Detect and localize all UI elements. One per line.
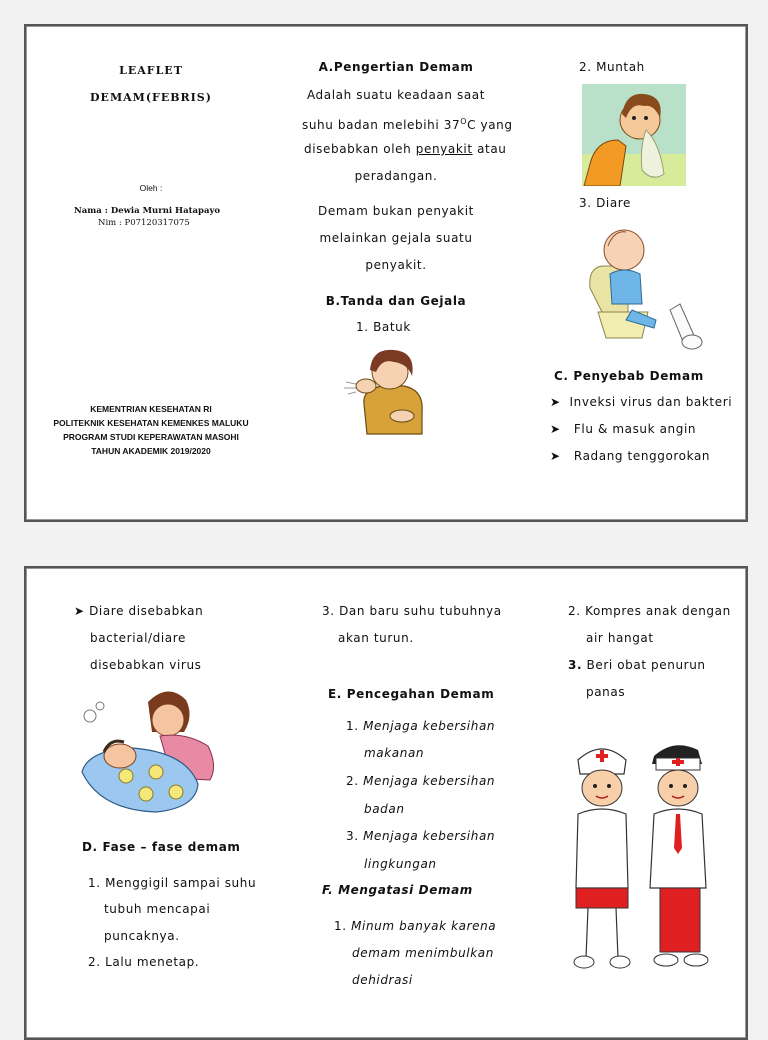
prevention-1-line-1: 1. Menjaga kebersihan <box>346 719 496 733</box>
leaflet-subtitle: DEMAM(FEBRIS) <box>90 91 212 104</box>
leaflet-page-1 <box>24 24 748 522</box>
cause-item-2: ➤ Flu & masuk angin <box>550 422 697 436</box>
institution-line-4: TAHUN AKADEMIK 2019/2020 <box>91 446 211 456</box>
phase-1-line-2: tubuh mencapai <box>104 902 211 916</box>
vomiting-child-illustration <box>582 84 686 186</box>
section-a-line-2: suhu badan melebihi $37^OC$ yang <box>302 117 513 132</box>
section-a-para2-line-2: melainkan gejala suatu <box>319 231 473 245</box>
cause-item-3: ➤ Radang tenggorokan <box>550 449 711 463</box>
treatment-3-line-2: panas <box>586 685 626 699</box>
section-c-heading: C. Penyebab Demam <box>554 369 704 383</box>
treatment-1-line-3: dehidrasi <box>352 973 413 987</box>
section-a-line-1: Adalah suatu keadaan saat <box>306 88 486 102</box>
section-f-heading: F. Mengatasi Demam <box>322 883 473 897</box>
cause-item-1: ➤ Inveksi virus dan bakteri <box>550 395 733 409</box>
section-d-heading: D. Fase – fase demam <box>82 840 241 854</box>
prevention-3-line-1: 3. Menjaga kebersihan <box>346 829 496 843</box>
phase-1-line-1: 1. Menggigil sampai suhu <box>88 876 257 890</box>
treatment-2-line-2: air hangat <box>586 631 654 645</box>
diare-cause-line-2: bacterial/diare <box>90 631 187 645</box>
arrow-bullet-icon: ➤ <box>74 604 85 618</box>
toilet-child-illustration <box>584 220 708 350</box>
arrow-bullet-icon: ➤ <box>550 422 561 436</box>
treatment-2-line-1: 2. Kompres anak dengan <box>568 604 731 618</box>
section-e-heading: E. Pencegahan Demam <box>328 687 495 701</box>
institution-line-2: POLITEKNIK KESEHATAN KEMENKES MALUKU <box>53 418 249 428</box>
degree-superscript: O <box>460 117 468 126</box>
symptom-diare: 3. Diare <box>579 196 632 210</box>
nurse-doctor-children-illustration <box>562 738 732 974</box>
prevention-2-line-1: 2. Menjaga kebersihan <box>346 774 496 788</box>
prevention-3-line-2: lingkungan <box>364 857 437 871</box>
prevention-2-line-2: badan <box>364 802 405 816</box>
leaflet-title: LEAFLET <box>119 64 183 77</box>
section-b-heading: B.Tanda dan Gejala <box>325 294 467 308</box>
section-a-line-3: disebabkan oleh penyakit atau <box>304 142 507 156</box>
leaflet-page-2 <box>24 566 748 1040</box>
phase-2-line-1: 2. Lalu menetap. <box>88 955 200 969</box>
treatment-1-line-1: 1. Minum banyak karena <box>334 919 497 933</box>
diare-cause-line-1: ➤ Diare disebabkan <box>74 604 204 618</box>
author-name: Nama : Dewia Murni Hatapayo <box>74 206 221 216</box>
arrow-bullet-icon: ➤ <box>550 395 561 409</box>
mother-sick-child-illustration <box>76 676 226 826</box>
section-a-line-4: peradangan. <box>354 169 438 183</box>
phase-3-line-1: 3. Dan baru suhu tubuhnya <box>322 604 502 618</box>
penyakit-link[interactable]: penyakit <box>415 142 473 156</box>
arrow-bullet-icon: ➤ <box>550 449 561 463</box>
oleh-label: Oleh : <box>139 183 163 193</box>
section-a-para2-line-3: penyakit. <box>365 258 427 272</box>
symptom-muntah: 2. Muntah <box>579 60 645 74</box>
institution-line-3: PROGRAM STUDI KEPERAWATAN MASOHI <box>63 432 239 442</box>
section-a-para2-line-1: Demam bukan penyakit <box>318 204 474 218</box>
diare-cause-line-3: disebabkan virus <box>90 658 202 672</box>
phase-3-line-2: akan turun. <box>338 631 414 645</box>
symptom-batuk: 1. Batuk <box>356 320 411 334</box>
treatment-1-line-2: demam menimbulkan <box>352 946 494 960</box>
prevention-1-line-2: makanan <box>364 746 425 760</box>
treatment-3-line-1: 3. Beri obat penurun <box>568 658 706 672</box>
phase-1-line-3: puncaknya. <box>104 929 180 943</box>
section-a-heading: A.Pengertian Demam <box>318 60 474 74</box>
institution-line-1: KEMENTRIAN KESEHATAN RI <box>90 404 212 414</box>
author-nim: Nim : P07120317075 <box>98 218 190 228</box>
coughing-child-illustration <box>342 342 442 437</box>
